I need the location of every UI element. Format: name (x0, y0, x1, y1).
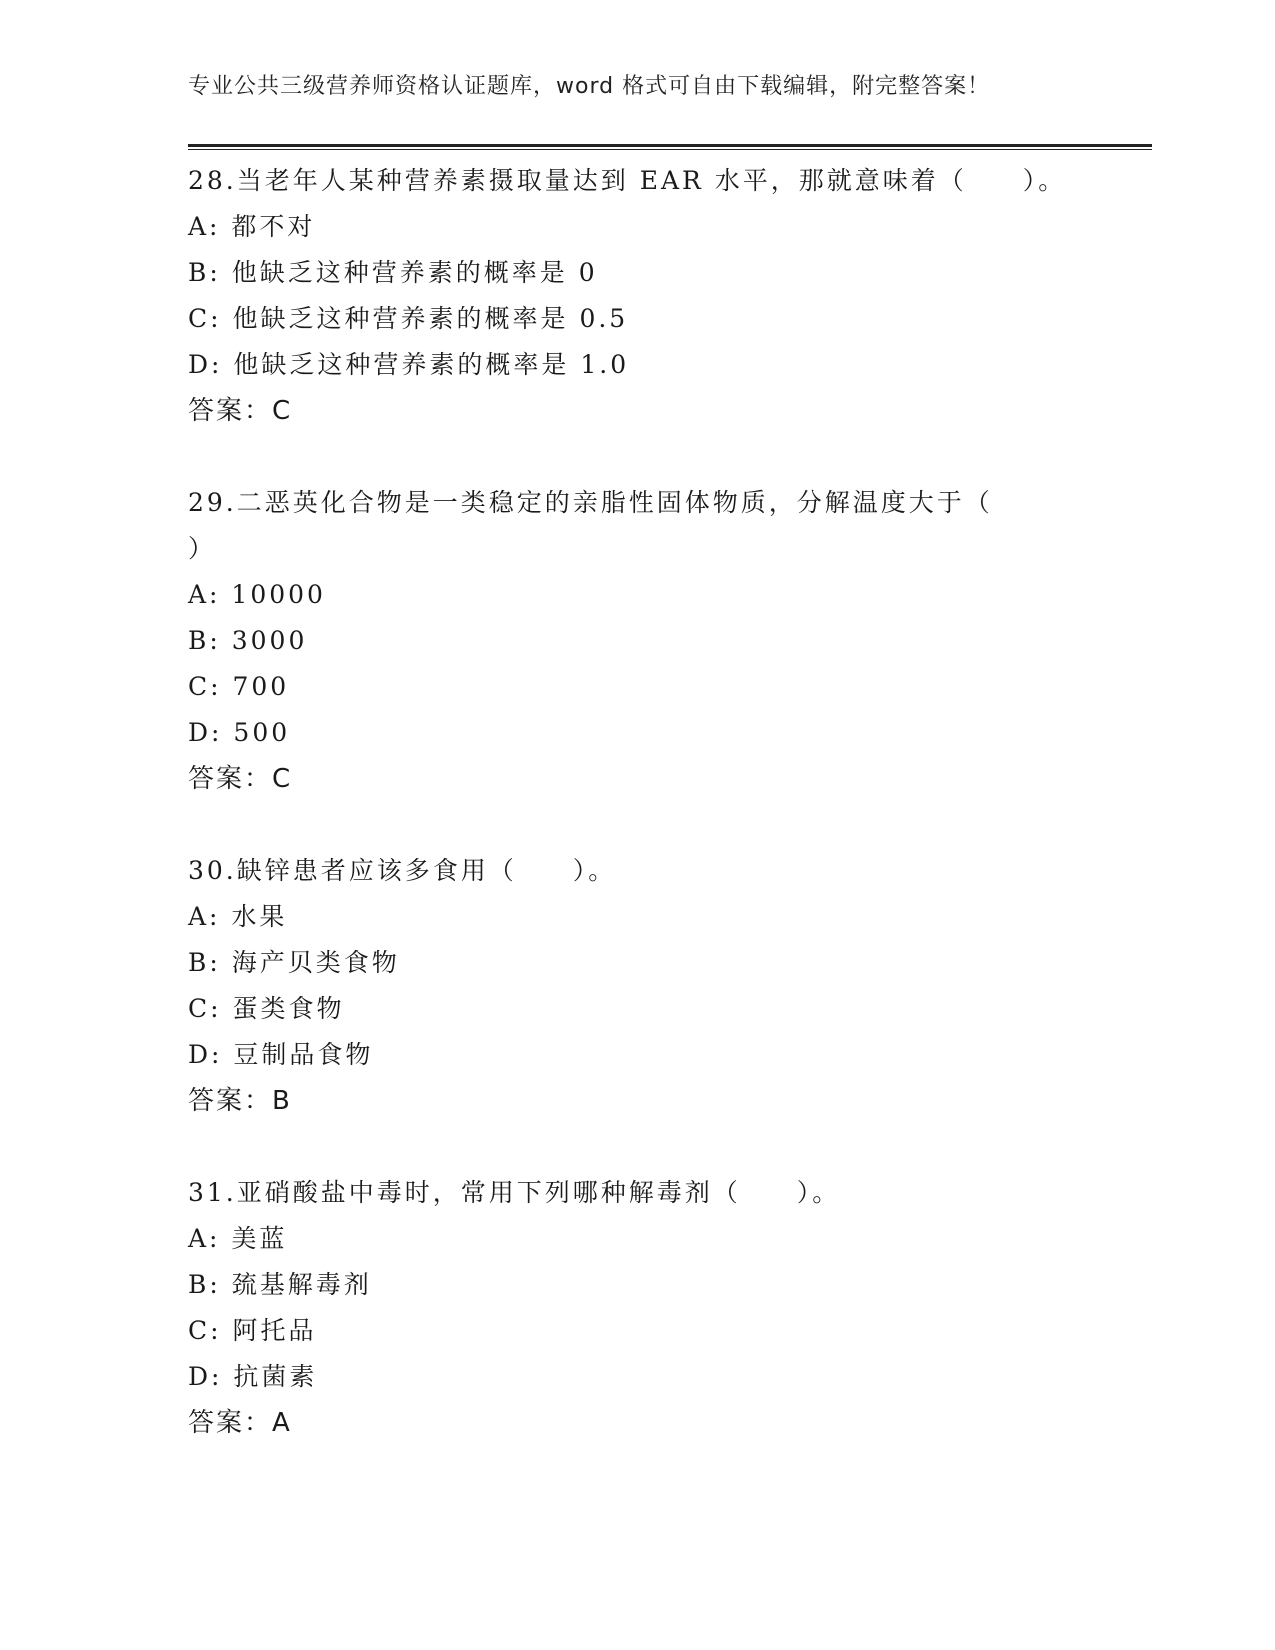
option-a: A: 水果 (188, 902, 288, 931)
option-d: D: 抗菌素 (188, 1362, 318, 1391)
answer: 答案：C (188, 764, 293, 794)
option-c: C: 阿托品 (188, 1316, 317, 1345)
page-header: 专业公共三级营养师资格认证题库，word 格式可自由下载编辑，附完整答案！ (188, 74, 991, 99)
answer: 答案：B (188, 1086, 292, 1116)
option-c: C: 700 (188, 672, 290, 701)
option-d: D: 500 (188, 718, 291, 747)
option-b: B: 巯基解毒剂 (188, 1270, 372, 1299)
option-b: B: 3000 (188, 626, 308, 655)
option-d: D: 他缺乏这种营养素的概率是 1.0 (188, 350, 630, 379)
question-28 (188, 158, 1148, 434)
question-30 (188, 848, 1148, 1124)
question-list (188, 158, 1148, 1492)
question-text: 30.缺锌患者应该多食用（ ）。 (188, 856, 617, 885)
option-b: B: 他缺乏这种营养素的概率是 0 (188, 258, 598, 287)
header-divider-thin (188, 149, 1152, 150)
question-text: 29.二恶英化合物是一类稳定的亲脂性固体物质，分解温度大于（ ） (188, 488, 993, 563)
option-a: A: 10000 (188, 580, 326, 609)
answer: 答案：C (188, 396, 293, 426)
answer: 答案：A (188, 1408, 292, 1438)
option-d: D: 豆制品食物 (188, 1040, 374, 1069)
question-31 (188, 1170, 1148, 1446)
question-text: 28.当老年人某种营养素摄取量达到 EAR 水平，那就意味着（ ）。 (188, 166, 1067, 195)
option-c: C: 蛋类食物 (188, 994, 345, 1023)
option-c: C: 他缺乏这种营养素的概率是 0.5 (188, 304, 629, 333)
header-divider-thick (188, 144, 1152, 147)
option-a: A: 都不对 (188, 212, 316, 241)
option-b: B: 海产贝类食物 (188, 948, 400, 977)
question-29 (188, 480, 1148, 802)
question-text: 31.亚硝酸盐中毒时，常用下列哪种解毒剂（ ）。 (188, 1178, 841, 1207)
option-a: A: 美蓝 (188, 1224, 288, 1253)
